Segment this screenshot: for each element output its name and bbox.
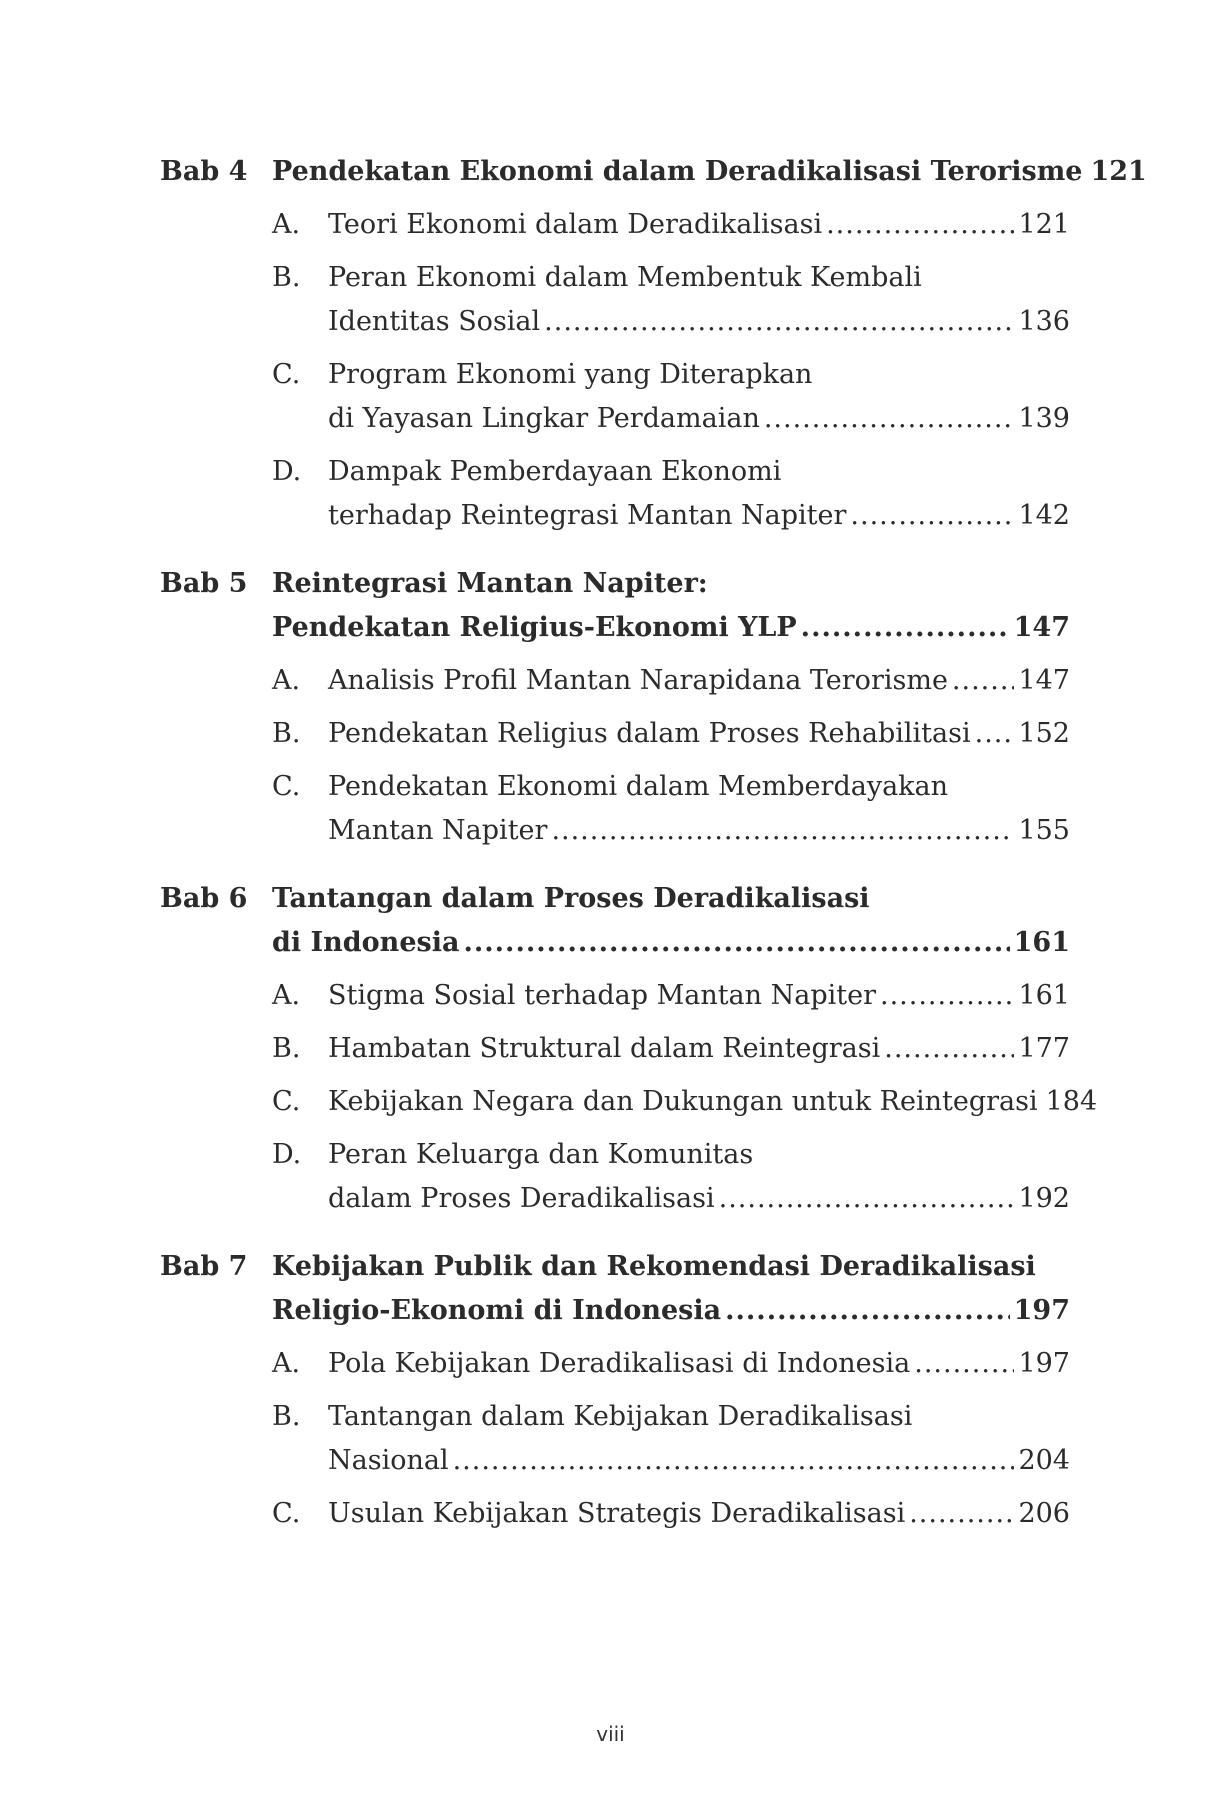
chapter-label: Bab 5 [160, 568, 248, 599]
entry-final-line [328, 1027, 1070, 1071]
entry-text: Dampak Pemberdayaan Ekonomi [328, 456, 782, 487]
section-title [328, 1492, 1070, 1536]
toc-section[interactable] [272, 450, 1070, 538]
section-title [328, 203, 1070, 247]
entry-text: Stigma Sosial terhadap Mantan Napiter [328, 980, 877, 1011]
dot-leader [880, 974, 1014, 1018]
chapter-body [272, 150, 1147, 538]
section-letter: B. [272, 1401, 301, 1432]
chapter-label: Bab 7 [160, 1251, 248, 1282]
section-title [328, 765, 1070, 853]
section-page-number: 192 [1018, 1183, 1070, 1214]
entry-final-line [328, 1439, 1070, 1483]
toc-section[interactable] [272, 1342, 1070, 1386]
entry-text: Reintegrasi Mantan Napiter: [272, 568, 708, 599]
dot-leader [719, 1177, 1015, 1221]
toc-section[interactable] [272, 712, 1070, 756]
chapter-body [272, 1245, 1070, 1536]
section-page-number: 206 [1018, 1498, 1070, 1529]
dot-leader [453, 1439, 1015, 1483]
dot-leader [884, 1027, 1014, 1071]
entry-text: Nasional [328, 1445, 449, 1476]
dot-leader [850, 494, 1014, 538]
section-page-number: 136 [1018, 306, 1070, 337]
dot-leader [764, 397, 1015, 441]
entry-final-line [272, 921, 1070, 965]
toc-section[interactable] [272, 1133, 1070, 1221]
dot-leader [975, 712, 1015, 756]
section-letter: B. [272, 718, 301, 749]
entry-final-line [328, 1492, 1070, 1536]
section-page-number: 152 [1018, 718, 1070, 749]
section-title [328, 1080, 1098, 1124]
section-page-number: 177 [1018, 1033, 1070, 1064]
section-title [328, 450, 1070, 538]
entry-line [328, 1395, 1070, 1439]
section-page-number: 147 [1018, 665, 1070, 696]
entry-text: Peran Ekonomi dalam Membentuk Kembali [328, 262, 922, 293]
entry-text: Tantangan dalam Proses Deradikalisasi [272, 883, 870, 914]
section-title [328, 659, 1070, 703]
section-letter: D. [272, 1139, 302, 1170]
dot-leader [725, 1289, 1010, 1333]
entry-text: Pendekatan Ekonomi dalam Deradikalisasi Terorisme [272, 156, 1083, 187]
entry-text: Usulan Kebijakan Strategis Deradikalisasi [328, 1498, 906, 1529]
section-title [328, 256, 1070, 344]
entry-text: Pola Kebijakan Deradikalisasi di Indonesia [328, 1348, 911, 1379]
section-letter: B. [272, 262, 301, 293]
toc-chapter [160, 562, 1070, 853]
toc-section[interactable] [272, 353, 1070, 441]
entry-text: Identitas Sosial [328, 306, 541, 337]
toc-section[interactable] [272, 256, 1070, 344]
toc-chapter [160, 1245, 1070, 1536]
dot-leader [826, 203, 1014, 247]
toc-section[interactable] [272, 659, 1070, 703]
section-title [328, 1342, 1070, 1386]
section-page-number: 155 [1018, 815, 1070, 846]
chapter-body [272, 877, 1098, 1221]
dot-leader [551, 809, 1014, 853]
dot-leader [463, 921, 1009, 965]
section-letter: B. [272, 1033, 301, 1064]
dot-leader [544, 300, 1014, 344]
entry-text: Pendekatan Religius dalam Proses Rehabilitasi [328, 718, 971, 749]
section-title [328, 974, 1070, 1018]
section-letter: C. [272, 771, 301, 802]
chapter-body [272, 562, 1070, 853]
entry-text: Pendekatan Religius-Ekonomi YLP [272, 612, 797, 643]
entry-final-line [328, 203, 1070, 247]
section-page-number: 121 [1018, 209, 1070, 240]
page-number: viii [596, 1722, 625, 1746]
toc-chapter [160, 877, 1098, 1221]
entry-text: Analisis Profil Mantan Narapidana Terorisme [328, 665, 948, 696]
entry-text: Kebijakan Publik dan Rekomendasi Deradikalisasi [272, 1251, 1036, 1282]
entry-text: Peran Keluarga dan Komunitas [328, 1139, 754, 1170]
entry-line [272, 562, 1070, 606]
entry-final-line [328, 1080, 1098, 1124]
chapter-title[interactable] [272, 1245, 1070, 1333]
entry-line [272, 877, 1070, 921]
toc-section[interactable] [272, 203, 1070, 247]
entry-text: Hambatan Struktural dalam Reintegrasi [328, 1033, 881, 1064]
entry-text: di Indonesia [272, 927, 460, 958]
chapter-label: Bab 4 [160, 156, 248, 187]
entry-final-line [328, 712, 1070, 756]
entry-final-line [328, 1177, 1070, 1221]
section-title [328, 1133, 1070, 1221]
entry-final-line [272, 150, 1147, 194]
entry-line [328, 353, 1070, 397]
chapter-page-number: 147 [1013, 612, 1070, 643]
entry-final-line [272, 606, 1070, 650]
entry-text: Religio-Ekonomi di Indonesia [272, 1295, 722, 1326]
section-page-number: 142 [1018, 500, 1070, 531]
entry-text: di Yayasan Lingkar Perdamaian [328, 403, 760, 434]
entry-text: Mantan Napiter [328, 815, 548, 846]
dot-leader [801, 606, 1010, 650]
entry-text: terhadap Reintegrasi Mantan Napiter [328, 500, 847, 531]
chapter-title[interactable] [272, 562, 1070, 650]
entry-final-line [328, 397, 1070, 441]
entry-line [328, 450, 1070, 494]
chapter-page-number: 197 [1013, 1295, 1070, 1326]
chapter-label: Bab 6 [160, 883, 248, 914]
section-letter: C. [272, 1086, 301, 1117]
dot-leader [914, 1342, 1014, 1386]
section-page-number: 204 [1018, 1445, 1070, 1476]
section-title [328, 1027, 1070, 1071]
entry-text: Teori Ekonomi dalam Deradikalisasi [328, 209, 823, 240]
section-letter: C. [272, 1498, 301, 1529]
section-letter: A. [272, 209, 301, 240]
entry-text: Pendekatan Ekonomi dalam Memberdayakan [328, 771, 949, 802]
chapter-page-number: 161 [1013, 927, 1070, 958]
section-page-number: 139 [1018, 403, 1070, 434]
entry-final-line [328, 974, 1070, 1018]
entry-final-line [328, 659, 1070, 703]
dot-leader [952, 659, 1015, 703]
entry-line [328, 256, 1070, 300]
entry-text: Tantangan dalam Kebijakan Deradikalisasi [328, 1401, 913, 1432]
section-letter: A. [272, 980, 301, 1011]
entry-line [328, 765, 1070, 809]
dot-leader [909, 1492, 1014, 1536]
entry-final-line [328, 809, 1070, 853]
toc-section[interactable] [272, 1395, 1070, 1483]
toc-section[interactable] [272, 1080, 1098, 1124]
toc-section[interactable] [272, 1027, 1070, 1071]
entry-line [328, 1133, 1070, 1177]
entry-final-line [328, 1342, 1070, 1386]
section-letter: C. [272, 359, 301, 390]
entry-final-line [328, 300, 1070, 344]
entry-text: Kebijakan Negara dan Dukungan untuk Reintegrasi [328, 1086, 1038, 1117]
toc-section[interactable] [272, 1492, 1070, 1536]
section-letter: A. [272, 665, 301, 696]
section-title [328, 712, 1070, 756]
entry-final-line [328, 494, 1070, 538]
table-of-contents [160, 150, 1147, 1560]
chapter-title[interactable] [272, 150, 1147, 194]
section-page-number: 184 [1045, 1086, 1098, 1117]
section-letter: D. [272, 456, 302, 487]
toc-chapter [160, 150, 1147, 538]
section-page-number: 197 [1018, 1348, 1070, 1379]
toc-section[interactable] [272, 974, 1070, 1018]
entry-final-line [272, 1289, 1070, 1333]
chapter-page-number: 121 [1090, 156, 1147, 187]
entry-text: dalam Proses Deradikalisasi [328, 1183, 715, 1214]
section-title [328, 353, 1070, 441]
entry-text: Program Ekonomi yang Diterapkan [328, 359, 813, 390]
toc-section[interactable] [272, 765, 1070, 853]
chapter-title[interactable] [272, 877, 1070, 965]
entry-line [272, 1245, 1070, 1289]
section-letter: A. [272, 1348, 301, 1379]
section-title [328, 1395, 1070, 1483]
section-page-number: 161 [1018, 980, 1070, 1011]
